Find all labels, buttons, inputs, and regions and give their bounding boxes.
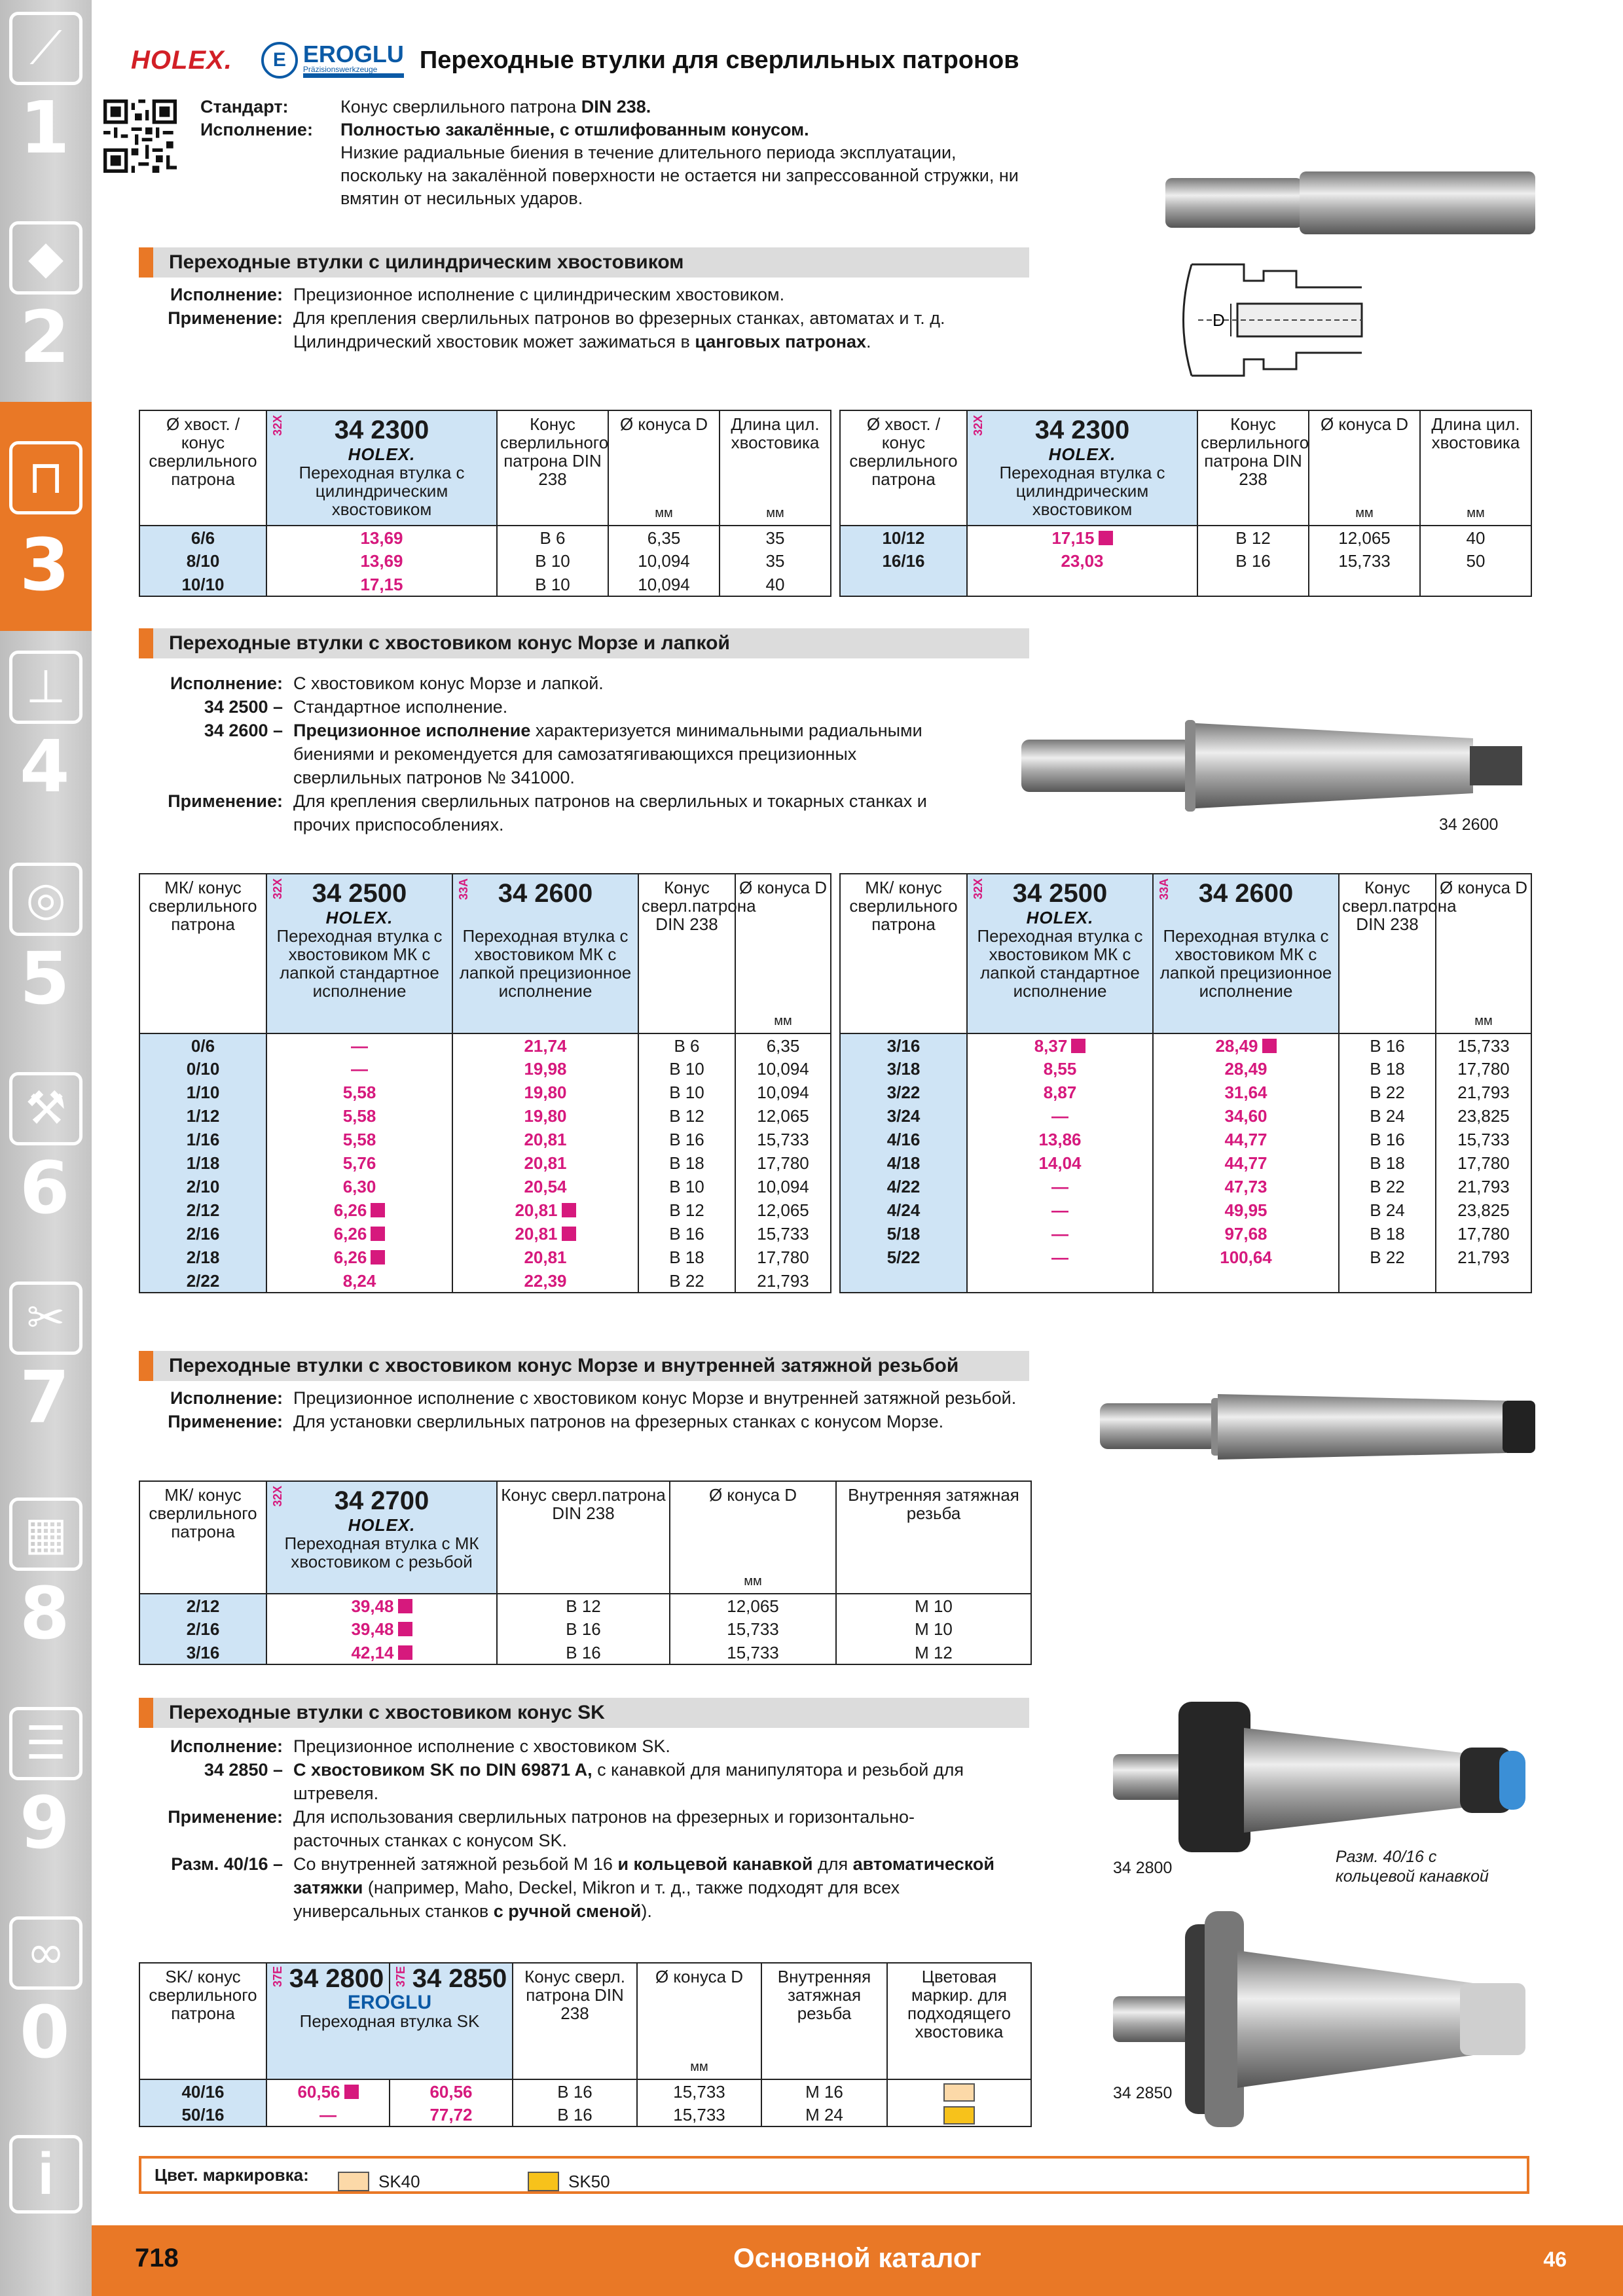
table-row: [840, 1033, 1531, 1057]
table-row: [840, 1151, 1531, 1175]
taper-cell: B 16: [497, 1617, 670, 1641]
length-cell: 35: [720, 549, 831, 573]
section-desc-morse-thread: Исполнение: Прецизионное исполнение с хвостовиком конус Морзе и внутренней затяжной резьбой. Применение: Для установки сверлильных патронов на фрезерных станках с конусом Морзе.: [168, 1388, 1017, 1431]
price-cell: 17,15: [967, 526, 1197, 549]
sidebar-section-1[interactable]: ⟋ 1: [0, 0, 92, 209]
page-number: 718: [135, 2244, 179, 2272]
table-row: [139, 1269, 831, 1293]
taper-cell: B 12: [638, 1198, 735, 1222]
cylindrical-shank-sleeve-image: [1159, 164, 1539, 242]
price-cell: 22,39: [452, 1269, 638, 1293]
size-cell: 3/16: [139, 1641, 266, 1664]
length-cell: 35: [720, 526, 831, 549]
table-row: [139, 1057, 831, 1081]
price-cell: 97,68: [1153, 1222, 1339, 1246]
price-cell: 19,80: [452, 1081, 638, 1104]
diameter-cell: 12,065: [735, 1198, 831, 1222]
taper-cell: B 10: [638, 1175, 735, 1198]
page-title: Переходные втулки для сверлильных патронов: [419, 46, 1019, 74]
pliers-icon: ✂: [9, 1282, 82, 1355]
empty-cell: [1309, 573, 1420, 596]
diameter-cell: 12,065: [735, 1104, 831, 1128]
size-cell: 4/22: [840, 1175, 967, 1198]
taper-cell: B 18: [1339, 1222, 1436, 1246]
price-cell: 8,24: [266, 1269, 452, 1293]
diameter-cell: 15,733: [637, 2079, 761, 2103]
price-cell: 5,58: [266, 1104, 452, 1128]
price-cell: 39,48: [266, 1617, 497, 1641]
taper-cell: B 12: [497, 1594, 670, 1617]
size-cell: 16/16: [840, 549, 967, 573]
table-row: [840, 549, 1531, 573]
sidebar-section-6[interactable]: ⚒ 6: [0, 1060, 92, 1270]
legend-item-sk40: SK40: [338, 2165, 420, 2198]
image-caption-342600: 34 2600: [1439, 816, 1499, 834]
section-desc-morse-tang: Исполнение: С хвостовиком конус Морзе и лапкой. 34 2500 – Стандартное исполнение. 34 2600 – Прецизионное исполнение характеризуется минимальными радиальными биениями и рекомендуется для самозатягивающихся прецизионных сверлильных патронов № 341000. Применение: Для крепления сверлильных патронов на сверлильных и токарных станках и прочих приспособлениях.: [168, 673, 927, 834]
diameter-cell: 15,733: [637, 2103, 761, 2126]
diameter-cell: 21,793: [1436, 1081, 1531, 1104]
size-cell: 3/16: [840, 1033, 967, 1057]
empty-cell: [967, 1269, 1153, 1293]
sidebar-section-7[interactable]: ✂ 7: [0, 1270, 92, 1479]
diagram-d-label: D: [1213, 310, 1225, 330]
size-cell: 3/22: [840, 1081, 967, 1104]
price-cell: 34,60: [1153, 1104, 1339, 1128]
size-cell: 3/24: [840, 1104, 967, 1128]
size-cell: 10/10: [139, 573, 266, 596]
thread-cell: M 10: [836, 1594, 1031, 1617]
sidebar-section-5[interactable]: ◎ 5: [0, 851, 92, 1060]
taper-cell: B 24: [1339, 1104, 1436, 1128]
taper-cell: B 16: [638, 1222, 735, 1246]
diameter-cell: 23,825: [1436, 1104, 1531, 1128]
diameter-cell: 12,065: [1309, 526, 1420, 549]
table-row: [840, 526, 1531, 549]
wrench-icon: ⚒: [9, 1072, 82, 1145]
table-row: [840, 1198, 1531, 1222]
workbench-icon: ☰: [9, 1707, 82, 1780]
color-swatch: [943, 2083, 975, 2102]
taper-cell: B 18: [638, 1246, 735, 1269]
table-row: [139, 1175, 831, 1198]
empty-row: [840, 1269, 1531, 1293]
size-cell: 10/12: [840, 526, 967, 549]
safety-glasses-icon: ∞: [9, 1916, 82, 1990]
price-cell: 28,49: [1153, 1033, 1339, 1057]
eroglu-mini-logo: EROGLU: [347, 1992, 432, 2013]
drill-bit-icon: ⟋: [9, 12, 82, 85]
table-row: [139, 1641, 1031, 1664]
diameter-cell: 21,793: [735, 1269, 831, 1293]
diameter-cell: 10,094: [735, 1057, 831, 1081]
table-row: [139, 1198, 831, 1222]
chuck-icon: ⊓: [9, 441, 82, 514]
price-cell: 20,81: [452, 1151, 638, 1175]
taper-cell: B 6: [638, 1033, 735, 1057]
color-marking-legend: Цвет. маркировка: SK40 SK50: [139, 2156, 1529, 2194]
empty-cell: [1153, 1269, 1339, 1293]
price-cell: —: [967, 1175, 1153, 1198]
taper-cell: B 22: [1339, 1175, 1436, 1198]
marker-square-icon: [398, 1622, 412, 1636]
size-cell: 4/24: [840, 1198, 967, 1222]
diameter-cell: 15,733: [1436, 1033, 1531, 1057]
price-cell: 14,04: [967, 1151, 1153, 1175]
diameter-cell: 15,733: [1309, 549, 1420, 573]
taper-cell: B 12: [638, 1104, 735, 1128]
price-cell: 23,03: [967, 549, 1197, 573]
price-cell: 5,58: [266, 1128, 452, 1151]
table-row: [840, 1057, 1531, 1081]
diameter-cell: 15,733: [670, 1617, 836, 1641]
size-cell: 2/10: [139, 1175, 266, 1198]
sk-sleeve-342850-image: [1106, 1911, 1545, 2134]
taper-cell: B 6: [497, 526, 608, 549]
price-cell: 8,87: [967, 1081, 1153, 1104]
taper-cell: B 16: [513, 2079, 637, 2103]
taper-cell: B 18: [638, 1151, 735, 1175]
table-row: [139, 1151, 831, 1175]
table-row: [840, 1081, 1531, 1104]
size-cell: 2/22: [139, 1269, 266, 1293]
diameter-cell: 21,793: [1436, 1175, 1531, 1198]
color-marker-cell: [887, 2103, 1031, 2126]
thread-cell: M 12: [836, 1641, 1031, 1664]
taper-cell: B 22: [1339, 1246, 1436, 1269]
table-row: [840, 1175, 1531, 1198]
empty-row: [840, 573, 1531, 596]
size-cell: 40/16: [139, 2079, 266, 2103]
empty-cell: [1339, 1269, 1436, 1293]
price-cell: 13,86: [967, 1128, 1153, 1151]
size-cell: 2/12: [139, 1198, 266, 1222]
diameter-cell: 23,825: [1436, 1198, 1531, 1222]
table-row: [840, 1104, 1531, 1128]
taper-cell: B 16: [1339, 1128, 1436, 1151]
size-cell: 1/12: [139, 1104, 266, 1128]
qr-code-icon[interactable]: [103, 99, 177, 173]
table-row: [139, 526, 831, 549]
taper-cell: B 16: [497, 1641, 670, 1664]
size-cell: 2/16: [139, 1617, 266, 1641]
table-342800-342850: SK/ конус сверлильного патрона 37E 34 2800 37E 34 2850 EROGLU Переходная втулка SK Конус сверл. патрона DIN 238 Ø конуса D мм Внутренняя затяжная резьба Цветовая маркир. для подходящего хвостовика 40/16 60,56 60,56 B 16 15,733 M 16 50/16 — 77,72 B 16 15,733 M 24: [139, 1962, 1032, 2127]
price-cell: 47,73: [1153, 1175, 1339, 1198]
taper-cell: B 16: [1339, 1033, 1436, 1057]
price-cell: 21,74: [452, 1033, 638, 1057]
section-desc-sk: Исполнение: Прецизионное исполнение с хвостовиком SK. 34 2850 – С хвостовиком SK по DIN 69871 A, с канавкой для манипулятора и резьбой для штревеля. Применение: Для использования сверлильных патронов на фрезерных и горизонтально-расточных станках с конусом SK. Разм. 40/16 – Со внутренней затяжной резьбой M 16 и кольцевой канавкой для автоматической затяжки (например, Maho, Deckel, Mikron и т. д., также подходят для всех универсальных станков с ручной сменой).: [168, 1736, 994, 1921]
size-cell: 2/18: [139, 1246, 266, 1269]
diameter-cell: 17,780: [1436, 1057, 1531, 1081]
table-row: [139, 1081, 831, 1104]
sidebar-section-4[interactable]: ⊥ 4: [0, 639, 92, 848]
price-cell: 17,15: [266, 573, 497, 596]
price-cell: —: [266, 1057, 452, 1081]
price-cell: —: [967, 1104, 1153, 1128]
table-row: [840, 1222, 1531, 1246]
size-cell: 5/22: [840, 1246, 967, 1269]
marker-square-icon: [371, 1250, 385, 1265]
image-caption-342850: 34 2850: [1113, 2084, 1173, 2102]
taper-cell: B 10: [497, 573, 608, 596]
thread-cell: M 10: [836, 1617, 1031, 1641]
table-342300-left: Ø хвост. / конус сверлильного патрона 32X 34 2300 HOLEX. Переходная втулка с цилиндрическим хвостовиком Конус сверлильного патрона DIN 238 Ø конуса D мм Длина цил. хвостовика мм 6/6 13,69 B 6 6,35 35 8/10 13,69 B 10 10,094 35 10/10 17,15 B 10 10,094 40: [139, 410, 831, 597]
thread-cell: M 24: [761, 2103, 887, 2126]
marker-square-icon: [562, 1203, 576, 1217]
marker-square-icon: [1099, 531, 1113, 545]
length-cell: 50: [1420, 549, 1531, 573]
sidebar-section-3[interactable]: ⊓ 3: [0, 402, 92, 631]
size-cell: 0/6: [139, 1033, 266, 1057]
price-cell: 20,81: [452, 1222, 638, 1246]
taper-cell: B 18: [1339, 1057, 1436, 1081]
price-cell: 5,58: [266, 1081, 452, 1104]
catalog-title: Основной каталог: [733, 2242, 981, 2273]
taper-cell: B 16: [1197, 549, 1309, 573]
price-cell: 6,26: [266, 1198, 452, 1222]
price-cell: 20,81: [452, 1198, 638, 1222]
thread-cell: M 16: [761, 2079, 887, 2103]
table-342300-right: Ø хвост. / конус сверлильного патрона 32X 34 2300 HOLEX. Переходная втулка с цилиндрическим хвостовиком Конус сверлильного патрона DIN 238 Ø конуса D мм Длина цил. хвостовика мм 10/12 17,15 B 12 12,065 40 16/16 23,03 B 16 15,733 50: [839, 410, 1532, 597]
eroglu-logo: E EROGLU Präzisionswerkzeuge: [261, 42, 404, 79]
sidebar-section-0[interactable]: ∞ 0: [0, 1905, 92, 2114]
price-cell: 8,55: [967, 1057, 1153, 1081]
empty-cell: [1420, 573, 1531, 596]
section-title-sk: Переходные втулки с хвостовиком конус SK: [139, 1698, 1029, 1728]
image-caption-342800: 34 2800: [1113, 1859, 1173, 1877]
taper-cell: B 22: [1339, 1081, 1436, 1104]
section-title-morse-thread: Переходные втулки с хвостовиком конус Морзе и внутренней затяжной резьбой: [139, 1351, 1029, 1381]
size-cell: 50/16: [139, 2103, 266, 2126]
section-desc-cylindrical: Исполнение: Прецизионное исполнение с цилиндрическим хвостовиком. Применение: Для крепления сверлильных патронов во фрезерных станках, автоматах и т. д. Цилиндрический хвостовик может зажиматься в цанговых патронах.: [168, 285, 945, 351]
table-row: [139, 2079, 1031, 2103]
table-row: [139, 1128, 831, 1151]
size-cell: 1/16: [139, 1128, 266, 1151]
morse-tang-sleeve-image: [1015, 713, 1539, 818]
marker-square-icon: [1071, 1039, 1085, 1053]
empty-cell: [1197, 573, 1309, 596]
length-cell: 40: [720, 573, 831, 596]
marker-square-icon: [371, 1203, 385, 1217]
diameter-cell: 15,733: [735, 1128, 831, 1151]
price-cell: —: [266, 2103, 390, 2126]
marker-square-icon: [371, 1227, 385, 1241]
price-cell: 100,64: [1153, 1246, 1339, 1269]
image-caption-size-note: Разм. 40/16 с кольцевой канавкой: [1336, 1848, 1489, 1886]
empty-cell: [1436, 1269, 1531, 1293]
empty-cell: [967, 573, 1197, 596]
price-cell: 6,26: [266, 1246, 452, 1269]
size-cell: 5/18: [840, 1222, 967, 1246]
toolbox-icon: ▦: [9, 1498, 82, 1571]
legend-swatch-sk40: [338, 2172, 369, 2191]
diameter-cell: 17,780: [735, 1246, 831, 1269]
intro-block: Стандарт: Конус сверлильного патрона DIN 238. Исполнение: Полностью закалённые, с отшлифованным конусом. Низкие радиальные биения в течение длительного периода эксплуатации, поскольку на закалённой поверхности не остается ни запрессованной стружки, ни вмятин от несильных ударов.: [200, 97, 1019, 208]
price-cell: 6,30: [266, 1175, 452, 1198]
diameter-cell: 10,094: [608, 549, 720, 573]
price-cell: 44,77: [1153, 1128, 1339, 1151]
eroglu-emblem-icon: E: [261, 42, 298, 79]
price-cell: 20,81: [452, 1246, 638, 1269]
price-cell: —: [967, 1222, 1153, 1246]
table-342700: МК/ конус сверлильного патрона 32X 34 2700 HOLEX. Переходная втулка с МК хвостовиком с резьбой Конус сверл.патрона DIN 238 Ø конуса D мм Внутренняя затяжная резьба 2/12 39,48 B 12 12,065 M 10 2/16 39,48 B 16 15,733 M 10 3/16 42,14 B 16 15,733 M 12: [139, 1480, 1032, 1665]
price-cell: 77,72: [390, 2103, 513, 2126]
price-cell: 42,14: [266, 1641, 497, 1664]
table-row: [139, 1033, 831, 1057]
price-cell: 60,56: [266, 2079, 390, 2103]
size-cell: 4/16: [840, 1128, 967, 1151]
price-cell: 13,69: [266, 526, 497, 549]
page-header: [131, 41, 1019, 80]
table-row: [139, 573, 831, 596]
taper-cell: B 10: [497, 549, 608, 573]
page-footer: [92, 2225, 1623, 2296]
sidebar-section-9[interactable]: ☰ 9: [0, 1695, 92, 1905]
section-title-cylindrical: Переходные втулки с цилиндрическим хвостовиком: [139, 247, 1029, 278]
holex-logo: HOLEX.: [131, 45, 232, 75]
milling-insert-icon: ◆: [9, 221, 82, 295]
price-cell: 19,80: [452, 1104, 638, 1128]
price-cell: 39,48: [266, 1594, 497, 1617]
size-cell: 2/16: [139, 1222, 266, 1246]
price-cell: 28,49: [1153, 1057, 1339, 1081]
color-marker-cell: [887, 2079, 1031, 2103]
info-icon[interactable]: i: [9, 2135, 82, 2214]
taper-cell: B 22: [638, 1269, 735, 1293]
table-342500-342600-right: МК/ конус сверлильного патрона 32X 34 2500 HOLEX. Переходная втулка с хвостовиком МК с лапкой стандартное исполнение 33A 34 2600 Переходная втулка с хвостовиком МК с лапкой прецизионное исполнение Конус сверл.патрона DIN 238 Ø конуса D мм 3/16 8,37 28,49 B 16 15,733 3/18 8,55 28,49 B 18 17,780 3/22 8,87 31,64 B 22 21,793 3/24 — 34,60 B 24 23,825 4/16 13,86 44,77 B 16 15,733 4/18 14,04 44,77 B 18 17,780 4/22 — 47,73 B 22 21,793 4/24 — 49,95 B 24 23,825 5/18 — 97,68 B 18 17,780 5/22 — 100,64 B 22 21,793: [839, 873, 1532, 1293]
marker-square-icon: [398, 1645, 412, 1660]
table-row: [139, 1104, 831, 1128]
empty-cell: [840, 1269, 967, 1293]
size-cell: 6/6: [139, 526, 266, 549]
caliper-icon: ⊥: [9, 651, 82, 724]
legend-item-sk50: SK50: [528, 2165, 610, 2198]
section-sidebar: [0, 0, 92, 2296]
sidebar-section-2[interactable]: ◆ 2: [0, 209, 92, 419]
taper-cell: B 10: [638, 1081, 735, 1104]
price-cell: —: [967, 1246, 1153, 1269]
table-row: [840, 1246, 1531, 1269]
size-cell: 3/18: [840, 1057, 967, 1081]
size-cell: 8/10: [139, 549, 266, 573]
marker-square-icon: [398, 1599, 412, 1613]
collet-clamping-diagram: [1165, 258, 1375, 382]
table-row: [139, 1246, 831, 1269]
saw-blade-icon: ◎: [9, 863, 82, 936]
table-row: [139, 2103, 1031, 2126]
price-cell: 20,54: [452, 1175, 638, 1198]
length-cell: 40: [1420, 526, 1531, 549]
price-cell: 5,76: [266, 1151, 452, 1175]
diameter-cell: 17,780: [1436, 1151, 1531, 1175]
price-cell: 31,64: [1153, 1081, 1339, 1104]
diameter-cell: 10,094: [735, 1175, 831, 1198]
diameter-cell: 12,065: [670, 1594, 836, 1617]
diameter-cell: 10,094: [608, 573, 720, 596]
marker-square-icon: [562, 1227, 576, 1241]
morse-thread-sleeve-image: [1093, 1381, 1545, 1473]
taper-cell: B 10: [638, 1057, 735, 1081]
marker-square-icon: [344, 2085, 359, 2099]
price-cell: 60,56: [390, 2079, 513, 2103]
price-cell: —: [266, 1033, 452, 1057]
marker-square-icon: [1262, 1039, 1277, 1053]
size-cell: 1/10: [139, 1081, 266, 1104]
diameter-cell: 15,733: [670, 1641, 836, 1664]
diameter-cell: 6,35: [735, 1033, 831, 1057]
diameter-cell: 17,780: [1436, 1222, 1531, 1246]
color-swatch: [943, 2106, 975, 2125]
diameter-cell: 6,35: [608, 526, 720, 549]
size-cell: 0/10: [139, 1057, 266, 1081]
size-cell: 1/18: [139, 1151, 266, 1175]
table-row: [139, 1222, 831, 1246]
sidebar-section-8[interactable]: ▦ 8: [0, 1486, 92, 1695]
table-342500-342600-left: МК/ конус сверлильного патрона 32X 34 2500 HOLEX. Переходная втулка с хвостовиком МК с лапкой стандартное исполнение 33A 34 2600 Переходная втулка с хвостовиком МК с лапкой прецизионное исполнение Конус сверл.патрона DIN 238 Ø конуса D мм 0/6 — 21,74 B 6 6,35 0/10 — 19,98 B 10 10,094 1/10 5,58 19,80 B 10 10,094 1/12 5,58 19,80 B 12 12,065 1/16 5,58 20,81 B 16 15,733 1/18 5,76 20,81 B 18 17,780 2/10 6,30 20,54 B 10 10,094 2/12 6,26 20,81 B 12 12,065 2/16 6,26 20,81 B 16 15,733 2/18 6,26 20,81 B 18 17,780 2/22 8,24 22,39 B 22 21,793: [139, 873, 831, 1293]
taper-cell: B 18: [1339, 1151, 1436, 1175]
price-cell: 6,26: [266, 1222, 452, 1246]
empty-cell: [840, 573, 967, 596]
table-row: [840, 1128, 1531, 1151]
diameter-cell: 15,733: [1436, 1128, 1531, 1151]
price-cell: 8,37: [967, 1033, 1153, 1057]
diameter-cell: 15,733: [735, 1222, 831, 1246]
table-row: [139, 1594, 1031, 1617]
taper-cell: B 12: [1197, 526, 1309, 549]
price-cell: 19,98: [452, 1057, 638, 1081]
diameter-cell: 21,793: [1436, 1246, 1531, 1269]
price-cell: 49,95: [1153, 1198, 1339, 1222]
footer-section-number: 46: [1543, 2248, 1567, 2271]
table-row: [139, 1617, 1031, 1641]
diameter-cell: 17,780: [735, 1151, 831, 1175]
price-cell: 20,81: [452, 1128, 638, 1151]
taper-cell: B 16: [513, 2103, 637, 2126]
legend-swatch-sk50: [528, 2172, 559, 2191]
table-row: [139, 549, 831, 573]
taper-cell: B 24: [1339, 1198, 1436, 1222]
price-cell: —: [967, 1198, 1153, 1222]
price-cell: 44,77: [1153, 1151, 1339, 1175]
size-cell: 2/12: [139, 1594, 266, 1617]
taper-cell: B 16: [638, 1128, 735, 1151]
section-title-morse-tang: Переходные втулки с хвостовиком конус Морзе и лапкой: [139, 628, 1029, 658]
diameter-cell: 10,094: [735, 1081, 831, 1104]
price-cell: 13,69: [266, 549, 497, 573]
size-cell: 4/18: [840, 1151, 967, 1175]
